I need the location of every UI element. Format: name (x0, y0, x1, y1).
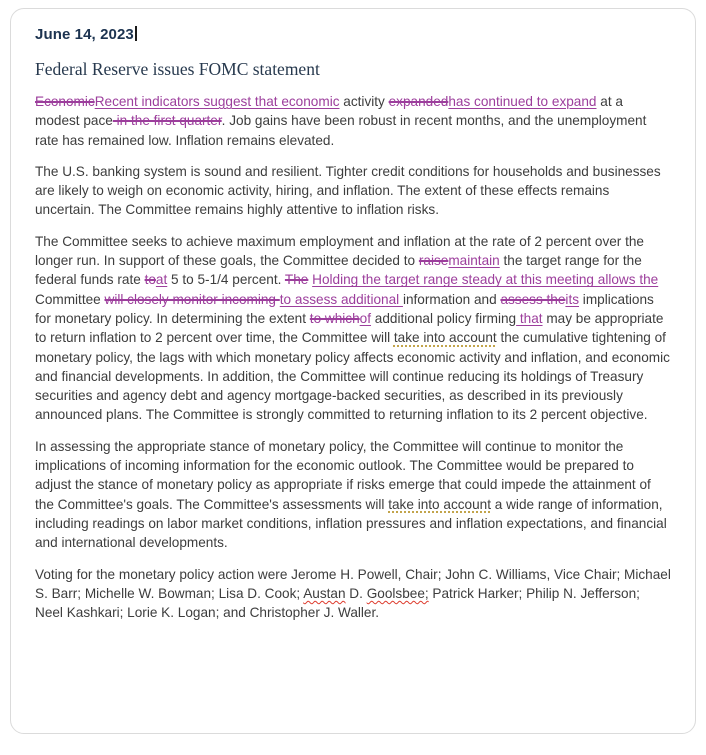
text-run: In assessing the appropriate stance of monetary policy, the Committee will continue to monitor the implications of incoming information for the economic outlook. The Committee would be prepared to adjust the stance of monetary policy as appropriate if risks emerge that could impede the attainment of the Committee's goals. The Committee's assessments will (35, 438, 651, 512)
paragraph (35, 437, 671, 553)
inserted-text: Recent indicators suggest that economic (94, 94, 340, 109)
document-body (35, 92, 671, 622)
text-run: at a modest pace (35, 94, 623, 129)
text-run: activity (339, 94, 389, 109)
deleted-text: The (284, 272, 309, 288)
deleted-text: raise (418, 253, 449, 269)
deleted-text: to (144, 272, 156, 288)
inserted-text: of (359, 310, 372, 326)
deleted-text: to which (309, 310, 360, 326)
inserted-text: maintain (448, 253, 500, 269)
date-field[interactable] (35, 26, 671, 43)
text-run: D. (345, 585, 367, 601)
misspelled-text: Goolsbee; (366, 585, 429, 601)
inserted-text: at (155, 272, 168, 288)
date-text: June 14, 2023 (35, 26, 134, 43)
text-run: Voting for the monetary policy action were Jerome H. Powell, Chair; John C. Williams, Vice Chair; Michael S. Barr; Michelle W. Bowman; Lisa D. Cook; (35, 566, 671, 601)
page-background (0, 8, 706, 755)
text-run: additional policy firming (371, 310, 517, 326)
text-run: . Job gains have been robust in recent months, and the unemployment rate has remained low. Inflation remains elevated. (35, 113, 647, 148)
deleted-text: in the first quarter (112, 113, 222, 129)
text-cursor (135, 26, 137, 41)
text-run: Committee (35, 291, 105, 307)
text-run: implications for monetary policy. In determining the extent (35, 291, 654, 326)
moved-text-marker: take into account (393, 330, 497, 346)
text-run: The U.S. banking system is sound and resilient. Tighter credit conditions for households and businesses are likely to weigh on economic activity, hiring, and inflation. The extent of these effects remains uncertain. The Committee remains highly attentive to inflation risks. (35, 163, 661, 218)
text-run: 5 to 5-1/4 percent. (167, 272, 285, 288)
inserted-text: Holding the target range steady at this meeting allows the (312, 272, 659, 288)
paragraph (35, 565, 671, 623)
text-run: the cumulative tightening of monetary policy, the lags with which monetary policy affects economic activity and inflation, and economic and financial developments. In addition, the Committee will continue reducing its holdings of Treasury securities and agency debt and agency mortgage-backed securities, as described in its previously announced plans. The Committee is strongly committed to returning inflation to its 2 percent objective. (35, 330, 670, 423)
deleted-text: Economic (35, 94, 95, 109)
paragraph (35, 232, 671, 425)
inserted-text: to assess additional (279, 291, 403, 307)
paragraph (35, 92, 671, 150)
text-run: Patrick Harker; Philip N. Jefferson; Neel Kashkari; Lorie K. Logan; and Christopher J. Waller. (35, 585, 640, 621)
inserted-text: has continued to expand (448, 94, 597, 109)
deleted-text: will closely monitor incoming (104, 291, 280, 307)
inserted-text: that (516, 310, 543, 326)
deleted-text: assess the (500, 291, 566, 307)
paragraph (35, 162, 671, 220)
text-run: may be appropriate to return inflation to 2 percent over time, the Committee will (35, 310, 664, 346)
inserted-text: its (565, 291, 580, 307)
deleted-text: expanded (388, 94, 449, 109)
page-title: Federal Reserve issues FOMC statement (35, 59, 320, 79)
statement-card (10, 8, 696, 734)
text-run: a wide range of information, including readings on labor market conditions, inflation pressures and inflation expectations, and financial and international developments. (35, 496, 667, 551)
misspelled-text: Austan (303, 585, 346, 601)
text-run: the target range for the federal funds rate (35, 253, 642, 288)
text-run: The Committee seeks to achieve maximum employment and inflation at the rate of 2 percent over the longer run. In support of these goals, the Committee decided to (35, 233, 644, 269)
moved-text-marker: take into account (388, 496, 491, 512)
text-run: information and (402, 291, 501, 307)
